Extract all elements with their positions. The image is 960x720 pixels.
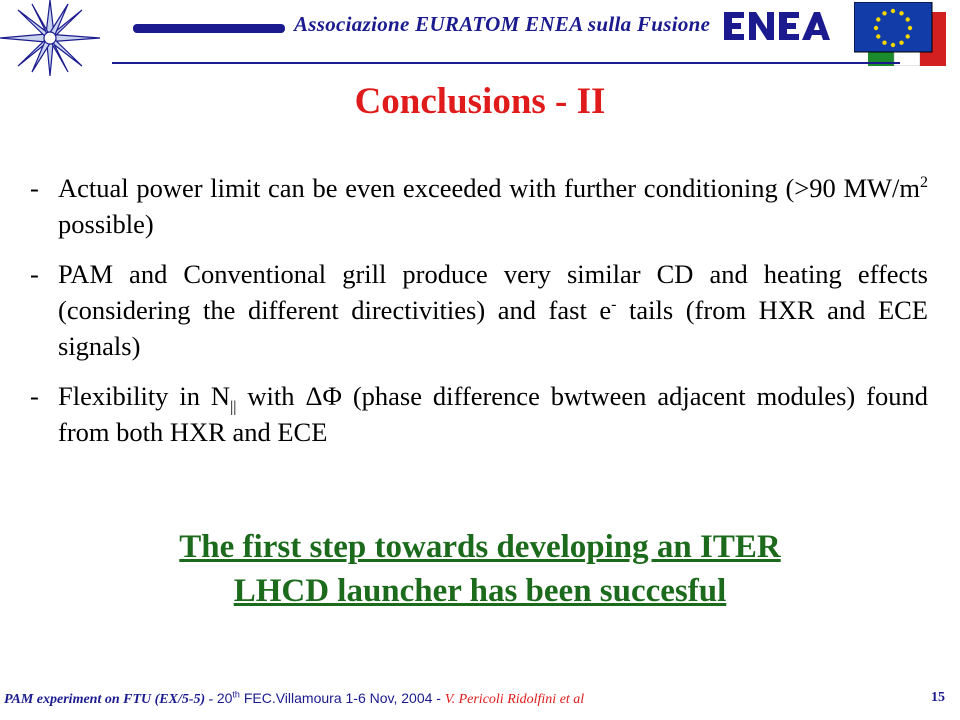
header-divider (112, 62, 900, 64)
bullet-text: with ΔΦ (phase difference bwtween adjacent modules) found from both HXR and ECE (58, 381, 928, 447)
bullet-text: PAM and Conventional grill produce very similar CD and heating effects (considering the different directivities) and fast e (58, 259, 928, 325)
conclusion-line: LHCD launcher has been succesful (233, 573, 727, 609)
bullet-text: Actual power limit can be even exceeded with further conditioning (>90 MW/m (58, 173, 920, 203)
conclusion-line: The first step towards developing an ITER (179, 529, 781, 565)
conclusion-statement (0, 525, 960, 613)
organization-title: Associazione EURATOM ENEA sulla Fusione (294, 12, 711, 36)
footer-experiment: PAM experiment on FTU (EX/5-5) - (4, 692, 217, 707)
superscript: - (611, 296, 617, 314)
footer (4, 690, 584, 708)
bullet-list (30, 170, 928, 464)
bullet-dash: - (30, 173, 39, 203)
footer-conference-details: FEC.Villamoura 1-6 Nov, 2004 - (239, 690, 445, 706)
footer-authors: V. Pericoli Ridolfini et al (444, 692, 585, 707)
footer-conference-suffix: th (232, 689, 240, 700)
bullet-text: tails (from HXR and ECE signals) (58, 295, 928, 361)
footer-conference-number: 20 (216, 690, 233, 706)
slide-title: Conclusions - II (354, 81, 606, 122)
bullet-text: Flexibility in N (58, 381, 231, 411)
bullet-dash: - (30, 259, 39, 289)
footer-conference (217, 690, 445, 706)
bullet-dash: - (30, 381, 39, 411)
header-bar-left (133, 24, 285, 33)
bullet-item (30, 378, 928, 450)
star-burst-logo-icon (0, 0, 110, 80)
enea-logo-icon (722, 6, 832, 46)
superscript: 2 (920, 174, 928, 192)
page-number: 15 (931, 690, 945, 705)
bullet-item (30, 256, 928, 364)
subscript: || (230, 398, 237, 416)
eu-flag-icon (854, 2, 946, 66)
bullet-text: possible) (58, 209, 154, 239)
bullet-item (30, 170, 928, 242)
